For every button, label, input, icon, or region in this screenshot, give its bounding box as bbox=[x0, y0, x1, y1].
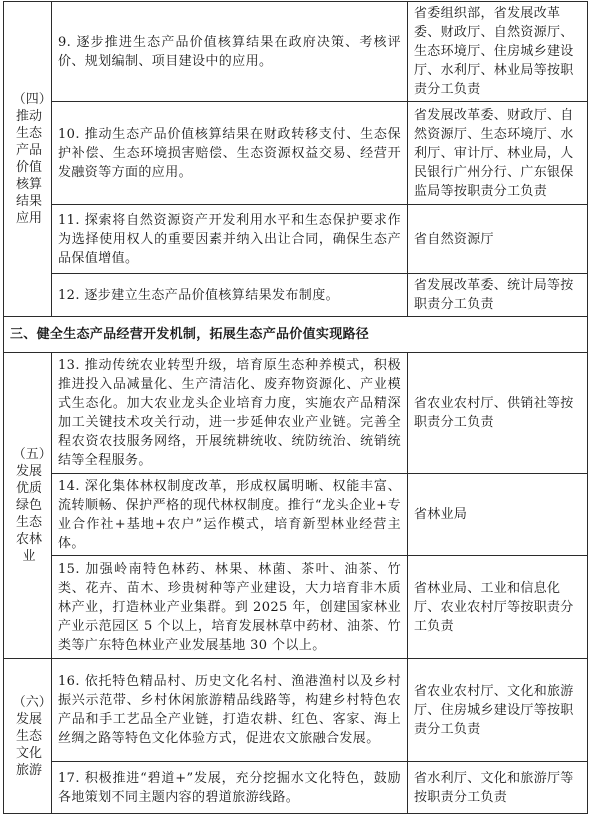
responsibility-cell: 省委组织部，省发展改革委、财政厅、自然资源厅、生态环境厅、住房城乡建设厅、水利厅、林业局等按职责分工负责 bbox=[408, 2, 588, 102]
table-row bbox=[4, 102, 588, 205]
task-cell: 15. 加强岭南特色林药、林果、林菌、茶叶、油茶、竹类、花卉、苗木、珍贵树种等产业建设，大力培育非木质林产业，打造林业产业集群。到 2025 年，创建国家林业产业示范园区 5 个以上，培育发展林草中药材、油茶、竹类等广东特色林业产业发展基地 30 个以上。 bbox=[52, 556, 408, 659]
responsibility-cell: 省林业局 bbox=[408, 474, 588, 556]
task-cell: 13. 推动传统农业转型升级，培育原生态种养模式，积极推进投入品减量化、生产清洁化、废弃物资源化、产业模式生态化。加大农业龙头企业培育力度，实施农产品精深加工关键技术攻关行动，进一步延伸农业产业链。完善全程农资农技服务网络，开展统耕统收、统防统治、统销统结等全程服务。 bbox=[52, 353, 408, 474]
responsibility-cell: 省农业农村厅、文化和旅游厅、住房城乡建设厅等按职责分工负责 bbox=[408, 659, 588, 762]
table-row bbox=[4, 274, 588, 317]
table-row bbox=[4, 474, 588, 556]
task-cell: 11. 探索将自然资源资产开发利用水平和生态保护要求作为选择使用权人的重要因素并纳入出让合同，确保生态产品保值增值。 bbox=[52, 205, 408, 274]
category-label: （四）推动生态产品价值核算结果应用 bbox=[12, 92, 46, 226]
task-cell: 12. 逐步建立生态产品价值核算结果发布制度。 bbox=[52, 274, 408, 317]
responsibility-cell: 省发展改革委、统计局等按职责分工负责 bbox=[408, 274, 588, 317]
task-cell: 17. 积极推进“碧道+”发展，充分挖掘水文化特色，鼓励各地策划不同主题内容的碧道旅游线路。 bbox=[52, 762, 408, 814]
category-label: （六）发展生态文化旅游 bbox=[12, 694, 46, 778]
table-row bbox=[4, 353, 588, 474]
responsibility-cell: 省发展改革委、财政厅、自然资源厅、生态环境厅、水利厅、审计厅、林业局，人民银行广州分行、广东银保监局等按职责分工负责 bbox=[408, 102, 588, 205]
section-heading: 三、健全生态产品经营开发机制，拓展生态产品价值实现路径 bbox=[4, 317, 588, 353]
category-label: （五）发展优质绿色生态农林业 bbox=[12, 447, 46, 564]
table-row bbox=[4, 205, 588, 274]
category-cell bbox=[4, 353, 52, 659]
task-cell: 10. 推动生态产品价值核算结果在财政转移支付、生态保护补偿、生态环境损害赔偿、生态资源权益交易、经营开发融资等方面的应用。 bbox=[52, 102, 408, 205]
task-cell: 9. 逐步推进生态产品价值核算结果在政府决策、考核评价、规划编制、项目建设中的应用。 bbox=[52, 2, 408, 102]
task-table bbox=[3, 1, 588, 814]
task-cell: 14. 深化集体林权制度改革，形成权属明晰、权能丰富、流转顺畅、保护严格的现代林权制度。推行“龙头企业+专业合作社+基地+农户”运作模式，培育新型林业经营主体。 bbox=[52, 474, 408, 556]
section-row bbox=[4, 317, 588, 353]
category-cell bbox=[4, 2, 52, 317]
responsibility-cell: 省林业局、工业和信息化厅、农业农村厅等按职责分工负责 bbox=[408, 556, 588, 659]
category-cell bbox=[4, 659, 52, 814]
responsibility-cell: 省自然资源厅 bbox=[408, 205, 588, 274]
responsibility-cell: 省水利厅、文化和旅游厅等按职责分工负责 bbox=[408, 762, 588, 814]
table-row bbox=[4, 659, 588, 762]
table-row bbox=[4, 2, 588, 102]
table-row bbox=[4, 556, 588, 659]
task-cell: 16. 依托特色精品村、历史文化名村、渔港渔村以及乡村振兴示范带、乡村休闲旅游精品线路等，构建乡村特色农产品和手工艺品全产业链，打造农耕、红色、客家、海上丝绸之路等特色文化体验方式，促进农文旅融合发展。 bbox=[52, 659, 408, 762]
responsibility-cell: 省农业农村厅、供销社等按职责分工负责 bbox=[408, 353, 588, 474]
table-row bbox=[4, 762, 588, 814]
